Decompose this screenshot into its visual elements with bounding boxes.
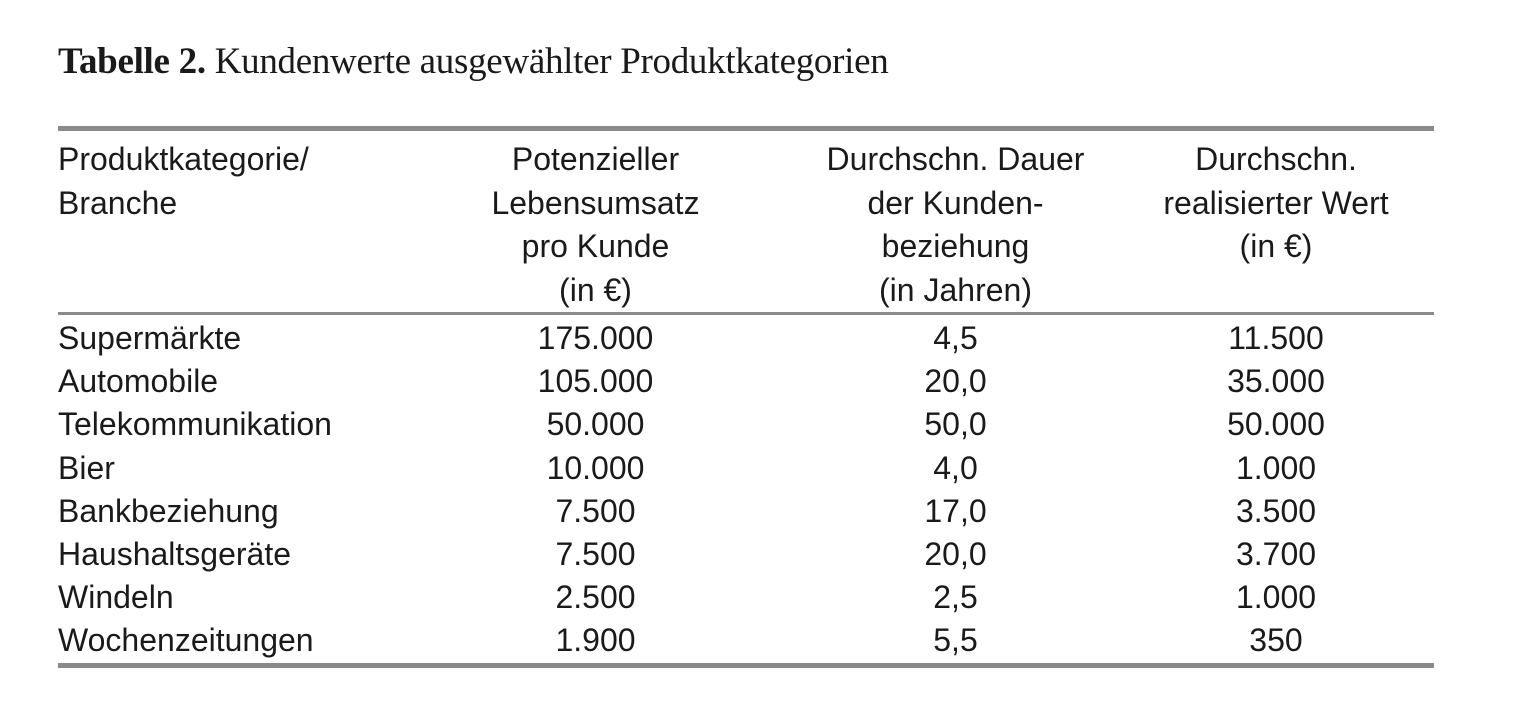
cell-duration: 50,0 <box>924 406 987 443</box>
cell-lifetime-revenue: 2.500 <box>555 579 636 616</box>
header-realized-value: Durchschn. realisierter Wert (in €) <box>1163 141 1389 264</box>
cell-lifetime-revenue: 50.000 <box>546 406 645 443</box>
caption-text: Kundenwerte ausgewählter Produktkategorien <box>214 41 889 82</box>
table-row <box>58 314 1434 361</box>
header-lifetime-revenue: Potenzieller Lebensumsatz pro Kunde (in €) <box>491 141 700 308</box>
cell-lifetime-revenue: 1.900 <box>555 622 636 659</box>
cell-category: Haushaltsgeräte <box>58 536 292 573</box>
cell-realized-value: 1.000 <box>1235 579 1317 616</box>
cell-realized-value: 3.700 <box>1235 536 1317 573</box>
cell-lifetime-revenue: 7.500 <box>555 536 636 573</box>
cell-category: Automobile <box>58 363 219 400</box>
cell-realized-value: 350 <box>1249 622 1303 659</box>
table-header <box>58 129 1434 314</box>
cell-duration: 4,0 <box>933 449 978 486</box>
cell-lifetime-revenue: 7.500 <box>555 492 636 529</box>
cell-realized-value: 3.500 <box>1235 492 1317 529</box>
table-row <box>58 403 1434 446</box>
table-row <box>58 490 1434 533</box>
table-row <box>58 576 1434 619</box>
cell-duration: 5,5 <box>933 622 978 659</box>
cell-category: Bier <box>58 449 115 486</box>
cell-lifetime-revenue: 105.000 <box>537 363 654 400</box>
caption-label: Tabelle 2. <box>58 41 206 82</box>
cell-category: Wochenzeitungen <box>58 622 314 659</box>
cell-realized-value: 35.000 <box>1227 363 1325 400</box>
table-row <box>58 533 1434 576</box>
cell-duration: 17,0 <box>924 492 987 529</box>
table-body <box>58 314 1434 666</box>
header-row <box>58 129 1434 314</box>
cell-realized-value: 1.000 <box>1235 449 1317 486</box>
cell-realized-value: 11.500 <box>1228 320 1324 356</box>
cell-category: Telekommunikation <box>58 406 332 443</box>
cell-category: Supermärkte <box>58 320 242 356</box>
cell-duration: 2,5 <box>933 579 978 616</box>
table-row <box>58 619 1434 665</box>
cell-duration: 4,5 <box>933 320 978 356</box>
customer-value-table-container <box>58 126 1434 668</box>
cell-category: Bankbeziehung <box>58 492 279 529</box>
cell-lifetime-revenue: 10.000 <box>546 449 645 486</box>
customer-value-table <box>58 126 1434 668</box>
cell-duration: 20,0 <box>924 536 987 573</box>
cell-lifetime-revenue: 175.000 <box>537 320 654 356</box>
cell-category: Windeln <box>58 579 174 616</box>
header-product-category: Produktkategorie/ Branche <box>58 141 309 221</box>
cell-realized-value: 50.000 <box>1227 406 1325 443</box>
table-row <box>58 360 1434 403</box>
cell-duration: 20,0 <box>924 363 987 400</box>
table-row <box>58 447 1434 490</box>
header-relationship-duration: Durchschn. Dauer der Kunden- beziehung (in Jahren) <box>826 141 1085 308</box>
table-caption <box>58 40 888 84</box>
